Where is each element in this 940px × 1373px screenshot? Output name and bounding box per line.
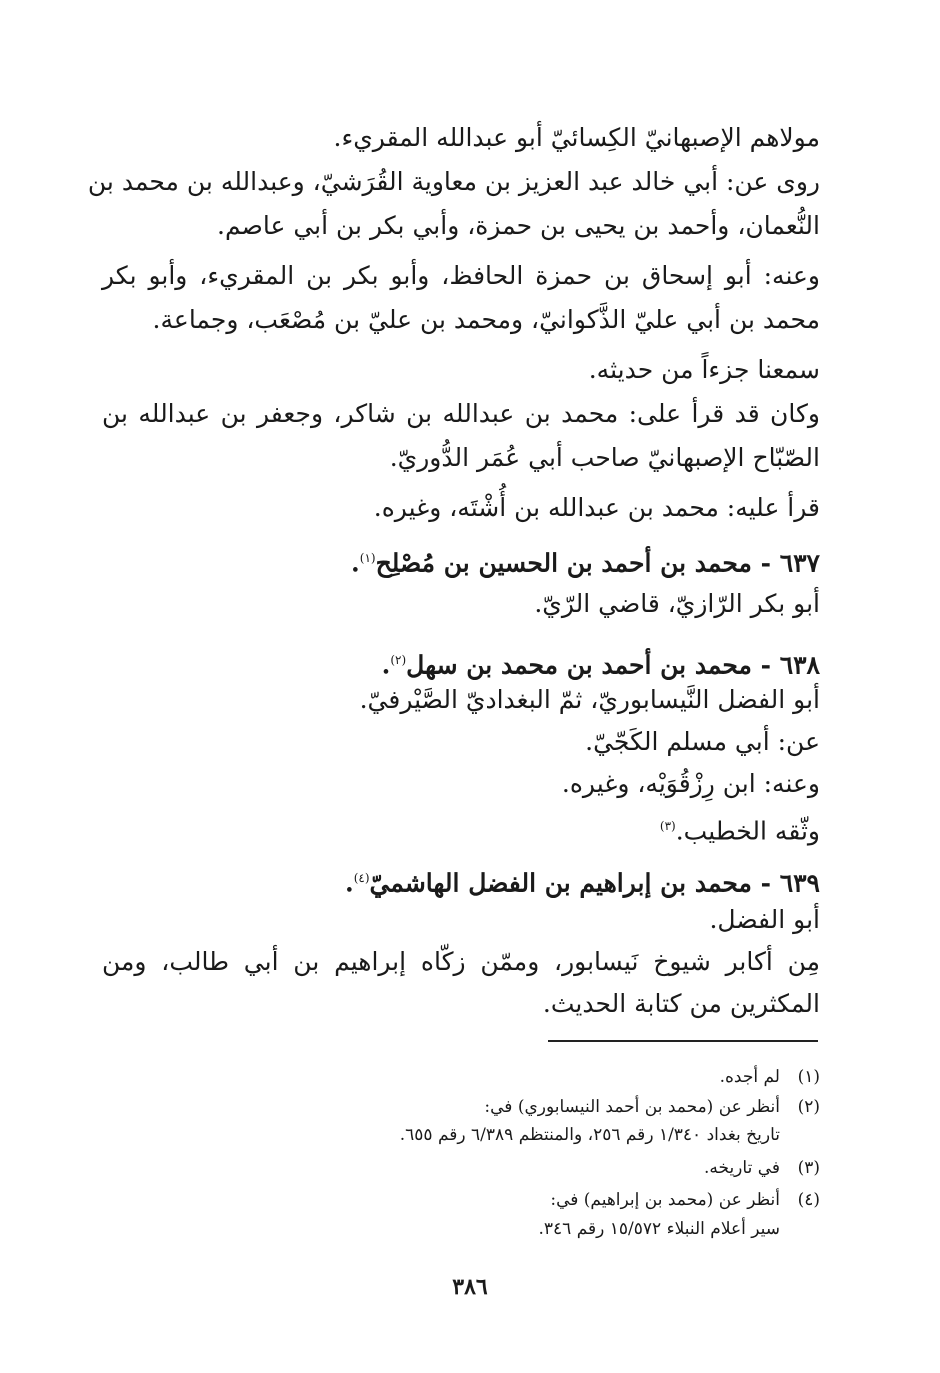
entry-heading: ٦٣٩ - محمد بن إبراهيم بن الفضل الهاشميّ$^{(٤)}$. [345,868,820,898]
text-line: أبو بكر الرّازيّ، قاضي الرّيّ. [534,589,820,618]
text-line: الصّبّاح الإصبهانيّ صاحب أبي عُمَر الدُّوريّ. [389,443,820,472]
footnote-text: أنظر عن (محمد بن أحمد النيسابوري) في: [484,1097,780,1117]
footnote [704,1155,820,1181]
footnote-text: في تاريخه. [703,1158,780,1178]
footnote-number: (٤) [797,1190,820,1210]
entry-title: ٦٣٨ - محمد بن أحمد بن محمد بن سهل [406,650,820,680]
page-number: ٣٨٦ [452,1274,488,1300]
footnote-ref: (٤) [353,871,370,885]
text-line: أبو الفضل النَّيسابوريّ، ثمّ البغداديّ الصَّيْرفيّ. [359,685,820,714]
footnote-number: (١) [797,1067,820,1087]
text-line: أبو الفضل. [709,905,820,934]
text-line: محمد بن أبي عليّ الذَّكوانيّ، ومحمد بن عليّ بن مُصْعَب، وجماعة. [152,305,820,334]
footnote [400,1122,780,1148]
footnote-text: لم أجده. [719,1067,780,1087]
text-line: روى عن: أبي خالد عبد العزيز بن معاوية القُرَشيّ، وعبدالله بن محمد بن [87,167,820,196]
text-line: المكثرين من كتابة الحديث. [542,989,820,1018]
text-line [660,806,820,846]
footnote-ref: (٢) [390,653,407,667]
footnote-text: تاريخ بغداد ١/٣٤٠ رقم ٢٥٦، والمنتظم ٦/٣٨٩ رقم ٦٥٥. [399,1125,780,1145]
footnote-text: أنظر عن (محمد بن إبراهيم) في: [550,1190,780,1210]
footnote-ref: (١) [359,551,376,565]
text-line: النُّعمان، وأحمد بن يحيى بن حمزة، وأبي بكر بن أبي عاصم. [217,211,820,240]
text-line: قرأ عليه: محمد بن عبدالله بن أُشْتَه، وغيره. [373,493,820,522]
text-line: مِن أكابر شيوخ نَيسابور، وممّن زكّاه إبراهيم بن أبي طالب، ومن [102,947,820,976]
footnote [484,1094,820,1120]
entry-heading: ٦٣٨ - محمد بن أحمد بن محمد بن سهل$^{(٢)}$. [381,650,820,680]
footnote-number: (٣) [797,1158,820,1178]
text-span: وثّقه الخطيب. [675,816,820,846]
footnote [539,1216,780,1242]
footnote-ref: (٣) [659,819,676,833]
footnote [550,1187,820,1213]
entry-title: ٦٣٩ - محمد بن إبراهيم بن الفضل الهاشميّ [369,868,820,898]
text-line: عن: أبي مسلم الكَجّيّ. [585,727,820,756]
text-line: سمعنا جزءاً من حديثه. [588,355,820,384]
entry-heading: ٦٣٧ - محمد بن أحمد بن الحسين بن مُصْلِح$^{(١)}$. [351,548,820,578]
footnote-rule [548,1040,818,1042]
footnote-number: (٢) [797,1097,820,1117]
text-line: وعنه: أبو إسحاق بن حمزة الحافظ، وأبو بكر بن المقريء، وأبو بكر [102,261,820,290]
text-line: وعنه: ابن رِزْقُوَيْه، وغيره. [561,769,820,798]
text-line: مولاهم الإصبهانيّ الكِسائيّ أبو عبدالله المقريء. [333,123,820,152]
text-line: وكان قد قرأ على: محمد بن عبدالله بن شاكر، وجعفر بن عبدالله بن [102,399,820,428]
footnote-text: سير أعلام النبلاء ١٥/٥٧٢ رقم ٣٤٦. [538,1219,780,1239]
entry-title: ٦٣٧ - محمد بن أحمد بن الحسين بن مُصْلِح [375,548,820,578]
footnote [720,1064,820,1090]
